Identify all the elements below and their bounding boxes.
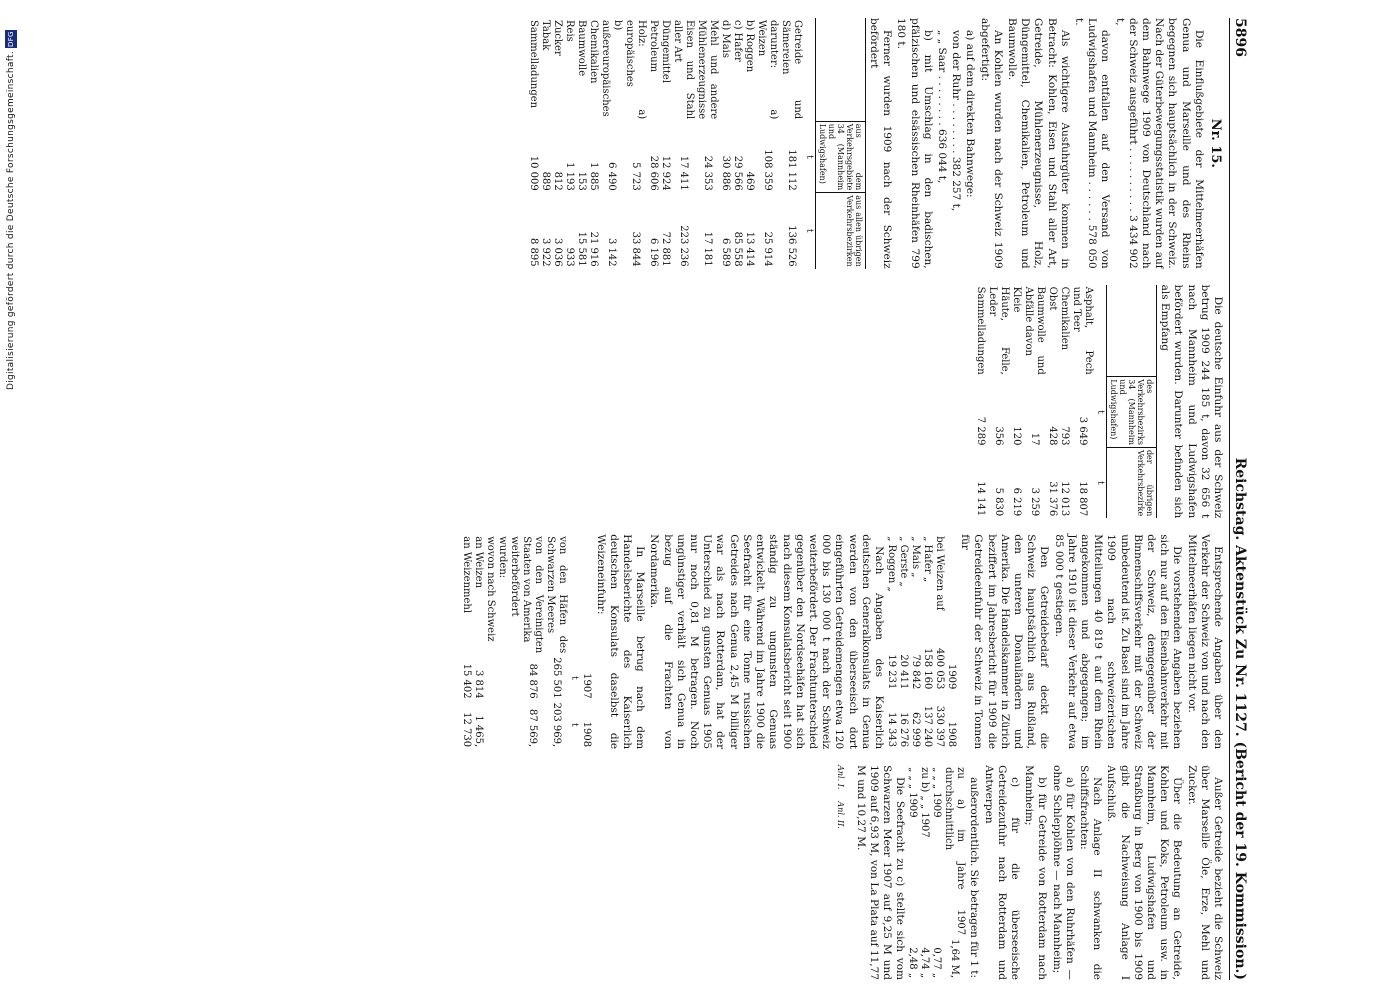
paragraph: An Kohlen wurden nach der Schweiz 1909 abgefertigt:: [978, 18, 1004, 269]
table-cell: Eisen und Stahl aller Art: [671, 20, 695, 120]
table-cell: [484, 701, 496, 750]
table-cell: zu a) im Jahre 1907 durchschnittlich: [943, 767, 967, 936]
paragraph: außerordentlich. Sie betragen für 1 t:: [968, 777, 981, 979]
table-cell: 933: [563, 247, 575, 267]
table-cell: [945, 534, 957, 633]
section-number: Nr. 15.: [1208, 118, 1223, 168]
table-unit-row: [568, 534, 580, 749]
table-row: [472, 534, 484, 749]
table-cell: 6 196: [647, 238, 659, 267]
table-row: [1046, 285, 1058, 519]
table-cell: Getreide und Sämereien: [779, 20, 803, 120]
table-cell: 158 160: [921, 648, 933, 690]
paragraph: Den Getreidebedarf deckt die Schweiz hauptsächlich aus Rußland, den unteren Donauländern und Amerika. Die Handelskammer in Zürich beziffert im Jahresbericht für 1909 die Getreideeinfuhr der Schweiz in Tonnen für: [959, 534, 1051, 750]
table-cell: 3 142: [605, 238, 617, 267]
table-cell: Zucker: [551, 20, 563, 56]
table-cell: 13 414: [743, 231, 755, 267]
table-cell: Sammelladungen: [974, 286, 986, 375]
table-cell: 17 181: [701, 231, 713, 267]
table-row: [779, 18, 803, 269]
table-cell: 85 558: [731, 231, 743, 267]
table-cell: darunter: a) Weizen: [755, 20, 779, 120]
table-row: [1022, 285, 1046, 519]
table-row: [719, 18, 731, 269]
table-header-cell: aus allen übrigen Verkehrsbezirken: [815, 193, 865, 269]
table-cell: 5 723: [629, 162, 641, 191]
table-cell: 87 569,: [527, 708, 539, 748]
table-row: [527, 18, 539, 269]
col4-text: [967, 765, 1224, 980]
table-cell: 2,48 „: [907, 947, 919, 979]
table-cell: Holz: a) europäisches: [623, 20, 647, 120]
table-cell: 21 916: [587, 231, 599, 267]
table-cell: 4,74 „: [919, 947, 931, 979]
table-cell: [496, 655, 520, 700]
table-header-cell: [815, 18, 865, 121]
digitization-note-text: Digitalisierung gefördert durch die Deutsche Forschungsgemeinschaft.: [6, 50, 16, 390]
table-row: [918, 765, 930, 980]
col1-text: [867, 18, 1205, 269]
column-1: [92, 18, 1224, 269]
paragraph: b) mit Umschlag in den badischen, pfälzischen und elsässischen Rheinhäfen 799 180 t.: [895, 18, 934, 269]
table-row: [544, 534, 568, 749]
paragraph: von der Ruhr . . . . . . . . 382 257 t,: [950, 30, 963, 212]
table-cell: t: [1094, 481, 1105, 485]
table-row: [460, 534, 472, 749]
table-cell: 28 606: [647, 155, 659, 191]
table-cell: [496, 701, 520, 750]
table-cell: 0,77 „: [931, 947, 943, 979]
col4-closing: Die Seefracht zu c) stellte sich vom Schwarzen Meer 1907 auf 9,25 M und 1909 auf 6,93 M, von La Plata auf 11,77 M und 10,27 M.: [854, 765, 907, 981]
table-cell: 7 289: [974, 416, 986, 446]
table-cell: 14 141: [974, 481, 986, 517]
paragraph: Die Einflußgebiete der Mittelmeerhäfen Genua und Marseille und des Rheins begegnen sich hauptsächlich in der Schweiz. Nach der Güterbewegungsstatistik wurden auf dem Bahnwege 1909 von Deutschland nach der Schweiz ausgeführt . . . . . . . . . . 3 434 902 t,: [1113, 18, 1205, 269]
table-cell: 12 924: [659, 155, 671, 191]
table-cell: Häute, Felle, Leder: [986, 286, 1010, 375]
table-cell: „ Hafer „: [921, 536, 933, 583]
table-cell: 6 490: [605, 162, 617, 191]
table-row: [1058, 285, 1070, 519]
paragraph: a) auf dem direkten Bahnwege:: [964, 30, 977, 198]
table-cell: t: [1094, 410, 1105, 414]
table-cell: d) Mais: [719, 20, 731, 59]
paragraph: Entsprechende Angaben über den Verkehr der Schweiz von und nach den Mittelmeerhäfen liegen nicht vor.: [1185, 534, 1224, 750]
paragraph: b) für Getreide von Rotterdam nach Mannheim;: [1023, 765, 1049, 981]
table-cell: „ „ „ 1909: [931, 767, 943, 818]
column-3: [92, 534, 1224, 749]
table-cell: 62 999: [909, 712, 921, 748]
table-cell: von den Vereinigten Staaten von Amerika: [521, 536, 545, 654]
table-row: [647, 18, 659, 269]
digitization-note: [4, 30, 18, 970]
paragraph: davon entfallen auf den Versand von Ludwigshafen und Mannheim . . . . . . 578 050 t.: [1072, 18, 1112, 269]
page-title: Reichstag. Aktenstück Zu Nr. 1127. (Bericht der 19. Kommission.): [1232, 457, 1248, 980]
table-header-cell: des Verkehrsbezirks 34 (Mannheim und Ludwigshafen): [1106, 377, 1156, 448]
table-cell: 203 969,: [551, 702, 563, 748]
table-cell: 428: [1046, 426, 1058, 446]
page-number: 5896: [1232, 18, 1248, 57]
margin-note: Anl. I.: [836, 765, 846, 790]
table-row: [587, 18, 599, 269]
table-cell: 469: [743, 171, 755, 191]
table-cell: 1909: [945, 663, 957, 690]
table-row: [933, 534, 945, 749]
table-cell: t: [803, 155, 814, 159]
table-cell: 181 112: [785, 149, 797, 191]
table-header-row: [815, 18, 865, 269]
table-imports-from-switzerland: [974, 285, 1157, 519]
table-cell: 265 501: [551, 657, 563, 699]
table-header-row: [580, 534, 592, 749]
table-cell: 19 231: [885, 654, 897, 690]
paragraph: Außer Getreide bezieht die Schweiz über Marseille Öle, Erze, Mehl und Zucker.: [1185, 765, 1224, 981]
table-row: [897, 534, 909, 749]
table-row: [520, 534, 544, 749]
table-cell: Chemikalien: [587, 20, 599, 84]
table-row: [551, 18, 563, 269]
table-cell: 400 053: [933, 648, 945, 690]
table-cell: [1094, 285, 1107, 377]
table-header-row: [1106, 285, 1156, 519]
table-cell: 356: [992, 426, 1004, 446]
table-exports-to-switzerland: [527, 18, 866, 269]
table-cell: an Weizen: [473, 536, 485, 589]
table-row: [906, 765, 918, 980]
table-cell: 24 353: [701, 155, 713, 191]
table-cell: 6 219: [1010, 487, 1022, 517]
margin-note: Anl. II.: [836, 801, 846, 829]
dfg-logo: DFG: [7, 31, 15, 47]
table-cell: 30 886: [719, 155, 731, 191]
table-cell: 5 830: [992, 487, 1004, 517]
table-cell: weiterbefördert wurden:: [497, 536, 521, 617]
table-cell: 1 885: [587, 162, 599, 191]
table-cell: 330 397: [933, 705, 945, 748]
table-cell: 15 402: [461, 663, 473, 699]
table-cell: 136 526: [785, 225, 797, 267]
table-cell: t: [803, 228, 814, 233]
table-cell: „ Roggen „: [885, 536, 897, 592]
table-cell: 10 009: [527, 155, 539, 191]
table-unit-row: [1094, 285, 1107, 519]
table-cell: 72 881: [659, 231, 671, 267]
table-row: [1010, 285, 1022, 519]
column-4: [92, 765, 1224, 980]
paragraph: a) für Kohlen von den Ruhrhäfen — ohne Schlepplöhne — nach Mannheim;: [1050, 765, 1076, 981]
table-cell: Düngemittel: [659, 20, 671, 84]
table-cell: 1907: [581, 673, 593, 699]
table-cell: t: [569, 723, 580, 727]
table-cell: zu b) „ „ 1907: [919, 767, 931, 838]
table-row: [755, 18, 779, 269]
table-row: [659, 18, 671, 269]
table-cell: 33 844: [629, 231, 641, 267]
table-cell: Mehl und andere Mühlenerzeugnisse: [695, 20, 719, 120]
paragraph: Als wichtigere Ausfuhrgüter kommen in Betracht: Kohlen, Eisen und Stahl aller Art, Getreide, Mühlenerzeugnisse, Holz, Düngemittel, Chemikalien, Petroleum und Baumwolle.: [1005, 18, 1071, 269]
table-cell: t: [569, 676, 580, 680]
table-row: [1070, 285, 1094, 519]
table-row: [942, 765, 966, 980]
paragraph: Die deutsche Einfuhr aus der Schweiz betrug 1909 244 185 t, davon 32 656 t nach Mannheim und Ludwigshafen befördert wurden. Darunter befinden sich als Empfang: [1159, 284, 1224, 519]
table-cell: Sammelladungen: [527, 20, 539, 109]
table-marseille-wheat: [460, 534, 592, 749]
table-row: [921, 534, 933, 749]
table-cell: 12 730: [461, 712, 473, 748]
table-cell: Reis: [563, 20, 575, 42]
table-cell: bei Weizen auf: [933, 536, 945, 611]
col3-text: [958, 534, 1224, 749]
table-header-cell: der übrigen Verkehrsbezirke: [1106, 447, 1156, 518]
table-unit-row: [803, 18, 816, 269]
table-cell: „ Mais „: [909, 536, 921, 578]
paragraph: Über die Bedeutung an Getreide, Kohlen und Koks, Petroleum usw. in Mannheim, Ludwigshafen und Straßburg in Berg von 1900 bis 1909 gibt die Nachweisung Anlage I Aufschluß.: [1105, 765, 1184, 981]
table-cell: Tabak: [539, 20, 551, 51]
margin-notes: [834, 765, 847, 980]
table-cell: 137 240: [921, 705, 933, 748]
table-cell: Petroleum: [647, 20, 659, 73]
table-row: [496, 534, 520, 749]
page-header: [1229, 18, 1248, 980]
table-row: [563, 18, 575, 269]
table-row: [974, 285, 986, 519]
paragraph: c) für die überseeische Getreidezufuhr nach Rotterdam und Antwerpen: [982, 765, 1021, 981]
column-2: [92, 285, 1224, 519]
table-cell: 3 036: [551, 238, 563, 267]
scanned-page: [84, 8, 1254, 990]
table-cell: 25 914: [761, 231, 773, 267]
rotated-page: [84, 8, 1254, 990]
table-cell: „ „ „ 1909: [907, 767, 919, 818]
table-header-row: [945, 534, 957, 749]
table-cell: 3 649: [1076, 416, 1088, 446]
table-cell: 1908: [945, 721, 957, 748]
table-cell: 3 814: [473, 669, 485, 699]
table-cell: 16 276: [897, 712, 909, 748]
table-cell: 29 566: [731, 155, 743, 191]
table-cell: 153: [575, 171, 587, 191]
table-cell: Asphalt, Pech und Teer: [1070, 286, 1094, 375]
table-row: [484, 534, 496, 749]
table-cell: Kleie: [1010, 286, 1022, 313]
table-cell: 3 922: [539, 238, 551, 267]
table-cell: von den Häfen des Schwarzen Meeres: [545, 536, 569, 654]
paragraph: Ferner wurden 1909 nach der Schweiz befördert: [867, 18, 894, 269]
table-grain-imports: [885, 534, 957, 749]
table-row: [986, 285, 1010, 519]
paragraph: „ „ Saar . . . . . . . . 636 044 t,: [935, 30, 948, 184]
table-row: [930, 765, 942, 980]
table-row: [695, 18, 719, 269]
table-cell: 8 895: [527, 238, 539, 267]
table-cell: 793: [1058, 426, 1070, 446]
table-cell: 1 193: [563, 162, 575, 191]
table-cell: c) Hafer: [731, 20, 743, 62]
table-cell: 20 411: [897, 654, 909, 690]
table-header-cell: aus dem Verkehrsgebiete 34 (Mannheim und Ludwigshafen): [815, 121, 865, 192]
table-cell: 120: [1010, 426, 1022, 446]
table-cell: wovon nach Schweiz: [485, 536, 497, 642]
paragraph: Nach Angaben des Kaiserlich deutschen Generalkonsulats in Genua werden von den überseeisch dort eingeführten Getreidemengen etwa 120 000 bis 130 000 t nach der Schweiz weiterbefördert. Der Frachtunterschied gegenüber den Nordseehäfen hat sich nach diesem Konsulatsbericht seit 1900 ständig zu ungunsten Genuas entwickelt. Während im Jahre 1900 die Seefracht für eine Tonne russischen Getreides nach Genua 2,45 M billiger war als nach Rotterdam, hat der Unterschied zu gunsten Genuas 1905 nur noch 0,81 M betragen. Noch ungünstiger verhält sich Genua in bezug auf die Frachten von Nordamerika.: [648, 534, 885, 750]
table-cell: 18 807: [1076, 481, 1088, 517]
table-cell: 79 842: [909, 654, 921, 690]
table-cell: [568, 534, 580, 655]
table-cell: 14 343: [885, 712, 897, 748]
table-cell: [580, 534, 592, 655]
table-row: [539, 18, 551, 269]
table-header-cell: [1106, 285, 1156, 377]
table-cell: 1 465,: [473, 715, 485, 748]
table-row: [885, 534, 897, 749]
table-cell: Obst: [1046, 286, 1058, 311]
table-cell: 812: [551, 171, 563, 191]
col3-text-b: [593, 534, 884, 749]
table-row: [671, 18, 695, 269]
table-cell: 17: [1028, 432, 1040, 446]
table-cell: [484, 655, 496, 700]
table-row: [575, 18, 587, 269]
table-cell: an Weizenmehl: [461, 536, 473, 614]
table-cell: 3 259: [1028, 487, 1040, 517]
table-cell: 1908: [581, 721, 593, 748]
paragraph: Die vorstehenden Angaben beziehen sich nur auf den Eisenbahnverkehr mit der Schweiz, demgegenüber der Binnenschiffsverkehr mit der Schweiz unbedeutend ist. Zu Basel sind im Jahre 1909 nach schweizerischen Mitteilungen 40 819 t auf dem Rhein angekommen und abgegangen; im Jahre 1910 ist dieser Verkehr auf etwa 85 000 t gestiegen.: [1052, 534, 1184, 750]
table-cell: Baumwolle und Abfälle davon: [1022, 286, 1046, 375]
table-cell: b) außereuropäisches: [599, 20, 623, 117]
table-cell: 223 236: [677, 225, 689, 267]
paragraph: In Marseille betrug nach dem Handelsberichte des Kaiserlich deutschen Konsulats daselbst die Weizeneinfuhr:: [594, 534, 647, 750]
table-row: [623, 18, 647, 269]
paragraph: Nach Anlage II schwanken die Schiffsfrachten:: [1077, 765, 1104, 981]
table-cell: 12 013: [1058, 481, 1070, 517]
table-cell: b) Roggen: [743, 20, 755, 73]
table-cell: Chemikalien: [1058, 286, 1070, 351]
table-row: [743, 18, 755, 269]
table-cell: Baumwolle: [575, 20, 587, 77]
table-cell: 17 411: [677, 155, 689, 191]
table-cell: „ Gerste „: [897, 536, 909, 587]
table-row: [731, 18, 743, 269]
table-cell: 84 876: [527, 663, 539, 699]
table-cell: 1,64 M,: [949, 939, 961, 979]
table-cell: [803, 18, 816, 121]
table-cell: 31 376: [1046, 481, 1058, 517]
table-cell: 889: [539, 171, 551, 191]
col2-text: [1158, 285, 1224, 519]
table-row: [599, 18, 623, 269]
table-cell: 108 359: [761, 149, 773, 191]
table-freight-rates: [906, 765, 966, 980]
table-cell: 15 581: [575, 231, 587, 267]
table-cell: 6 589: [719, 238, 731, 267]
table-row: [909, 534, 921, 749]
